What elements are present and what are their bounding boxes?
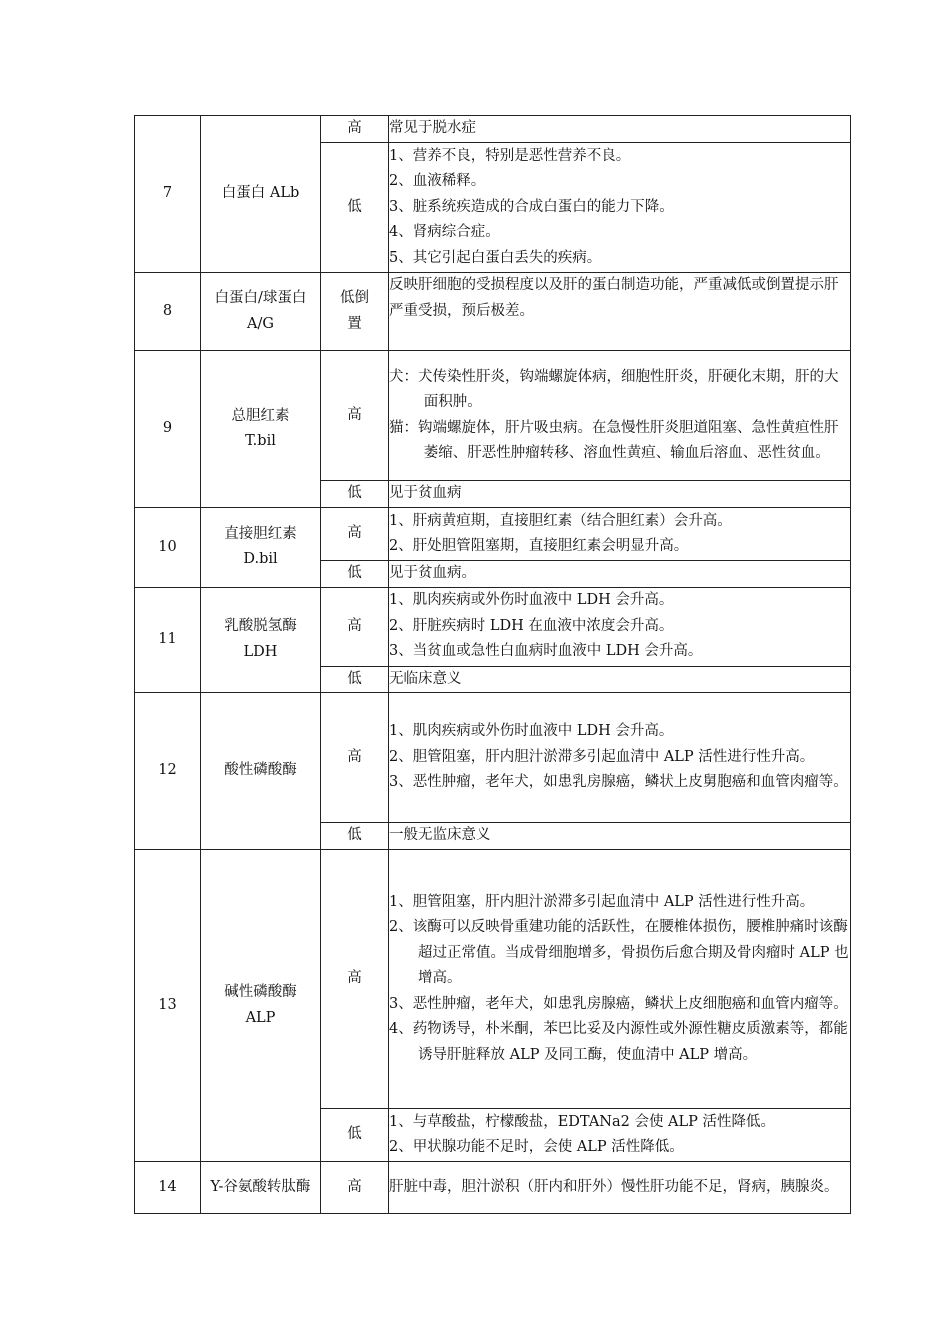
description-cell xyxy=(389,587,851,666)
description-line: 常见于脱水症 xyxy=(389,120,476,137)
description-line: 2、血液稀释。 xyxy=(389,173,486,190)
level-cell: 低倒置 xyxy=(321,273,389,351)
description-line: 3、恶性肿瘤，老年犬，如患乳房腺癌，鳞状上皮细胞癌和血管内瘤等。 xyxy=(389,995,848,1012)
level-cell: 高 xyxy=(321,1162,389,1214)
description-line: 1、肝病黄疸期，直接胆红素（结合胆红素）会升高。 xyxy=(389,512,732,529)
item-name: 白蛋白/球蛋白 A/G xyxy=(201,273,321,351)
description-line: 2、胆管阻塞，肝内胆汁淤滞多引起血清中 ALP 活性进行性升高。 xyxy=(389,748,815,765)
level-cell: 低 xyxy=(321,1109,389,1162)
description-line: 肝脏中毒，胆汁淤积（肝内和肝外）慢性肝功能不足，肾病，胰腺炎。 xyxy=(389,1178,839,1195)
description-line: 猫：钩端螺旋体，肝片吸虫病。在急慢性肝炎胆道阻塞、急性黄疸性肝萎缩、肝恶性肿瘤转移、溶血性黄疸、输血后溶血、恶性贫血。 xyxy=(389,419,839,461)
table-row xyxy=(135,508,851,561)
item-name: 总胆红素 T.bil xyxy=(201,351,321,508)
table-row xyxy=(135,351,851,481)
item-name: 直接胆红素 D.bil xyxy=(201,508,321,588)
level-cell: 高 xyxy=(321,351,389,481)
level-cell: 高 xyxy=(321,850,389,1109)
description-line: 反映肝细胞的受损程度以及肝的蛋白制造功能，严重减低或倒置提示肝严重受损，预后极差。 xyxy=(389,277,839,319)
description-cell xyxy=(389,1162,851,1214)
description-line: 1、营养不良，特别是恶性营养不良。 xyxy=(389,147,631,164)
level-cell: 低 xyxy=(321,143,389,273)
description-cell xyxy=(389,1109,851,1162)
item-number: 13 xyxy=(135,850,201,1162)
description-cell xyxy=(389,481,851,508)
description-line: 3、恶性肿瘤，老年犬，如患乳房腺癌，鳞状上皮舅胞癌和血管肉瘤等。 xyxy=(389,774,848,791)
level-cell: 低 xyxy=(321,823,389,850)
level-cell: 高 xyxy=(321,693,389,823)
lab-results-table xyxy=(134,115,851,1214)
description-line: 2、肝脏疾病时 LDH 在血液中浓度会升高。 xyxy=(389,617,674,634)
description-cell xyxy=(389,273,851,351)
description-line: 3、脏系统疾造成的合成白蛋白的能力下降。 xyxy=(389,198,674,215)
item-number: 11 xyxy=(135,587,201,693)
description-cell xyxy=(389,508,851,561)
description-line: 4、药物诱导，朴米酮，苯巴比妥及内源性或外源性糖皮质激素等，都能诱导肝脏释放 ALP 及同工酶，使血清中 ALP 增高。 xyxy=(389,1021,848,1063)
description-line: 1、肌肉疾病或外伤时血液中 LDH 会升高。 xyxy=(389,723,674,740)
table-row xyxy=(135,273,851,351)
level-cell: 高 xyxy=(321,508,389,561)
description-line: 见于贫血病。 xyxy=(389,565,476,581)
item-name: 白蛋白 ALb xyxy=(201,116,321,273)
table-row xyxy=(135,116,851,143)
description-line: 2、甲状腺功能不足时，会使 ALP 活性降低。 xyxy=(389,1139,684,1155)
description-cell xyxy=(389,116,851,143)
item-name: 酸性磷酸酶 xyxy=(201,693,321,850)
item-name: 碱性磷酸酶 ALP xyxy=(201,850,321,1162)
level-cell: 高 xyxy=(321,587,389,666)
item-name: 乳酸脱氢酶 LDH xyxy=(201,587,321,693)
description-line: 无临床意义 xyxy=(389,670,462,687)
description-line: 1、肌肉疾病或外伤时血液中 LDH 会升高。 xyxy=(389,592,674,609)
description-line: 2、肝处胆管阻塞期，直接胆红素会明显升高。 xyxy=(389,538,689,554)
table-row xyxy=(135,850,851,1109)
table-row xyxy=(135,587,851,666)
description-cell xyxy=(389,351,851,481)
description-line: 犬：犬传染性肝炎，钩端螺旋体病，细胞性肝炎，肝硬化末期，肝的大面积肿。 xyxy=(389,368,839,410)
item-name: Y-谷氨酸转肽酶 xyxy=(201,1162,321,1214)
table-row xyxy=(135,1162,851,1214)
description-line: 一般无监床意义 xyxy=(389,827,491,844)
table-row xyxy=(135,693,851,823)
level-cell: 低 xyxy=(321,481,389,508)
description-cell xyxy=(389,666,851,693)
description-cell xyxy=(389,850,851,1109)
description-line: 5、其它引起白蛋白丢失的疾病。 xyxy=(389,249,602,266)
item-number: 9 xyxy=(135,351,201,508)
description-line: 2、该酶可以反映骨重建功能的活跃性，在腰椎体损伤，腰椎肿痛时该酶超过正常值。当成骨细胞增多，骨损伤后愈合期及骨肉瘤时 ALP 也增高。 xyxy=(389,919,849,987)
description-cell xyxy=(389,143,851,273)
description-cell xyxy=(389,823,851,850)
item-number: 12 xyxy=(135,693,201,850)
description-cell xyxy=(389,561,851,588)
description-line: 3、当贫血或急性白血病时血液中 LDH 会升高。 xyxy=(389,643,703,660)
level-cell: 低 xyxy=(321,561,389,588)
description-line: 1、与草酸盐，柠檬酸盐，EDTANa2 会使 ALP 活性降低。 xyxy=(389,1113,776,1130)
description-line: 见于贫血病 xyxy=(389,485,462,502)
level-cell: 低 xyxy=(321,666,389,693)
item-number: 8 xyxy=(135,273,201,351)
item-number: 7 xyxy=(135,116,201,273)
item-number: 14 xyxy=(135,1162,201,1214)
description-cell xyxy=(389,693,851,823)
description-line: 4、肾病综合症。 xyxy=(389,224,500,241)
item-number: 10 xyxy=(135,508,201,588)
description-line: 1、胆管阻塞，肝内胆汁淤滞多引起血清中 ALP 活性进行性升高。 xyxy=(389,893,815,910)
level-cell: 高 xyxy=(321,116,389,143)
